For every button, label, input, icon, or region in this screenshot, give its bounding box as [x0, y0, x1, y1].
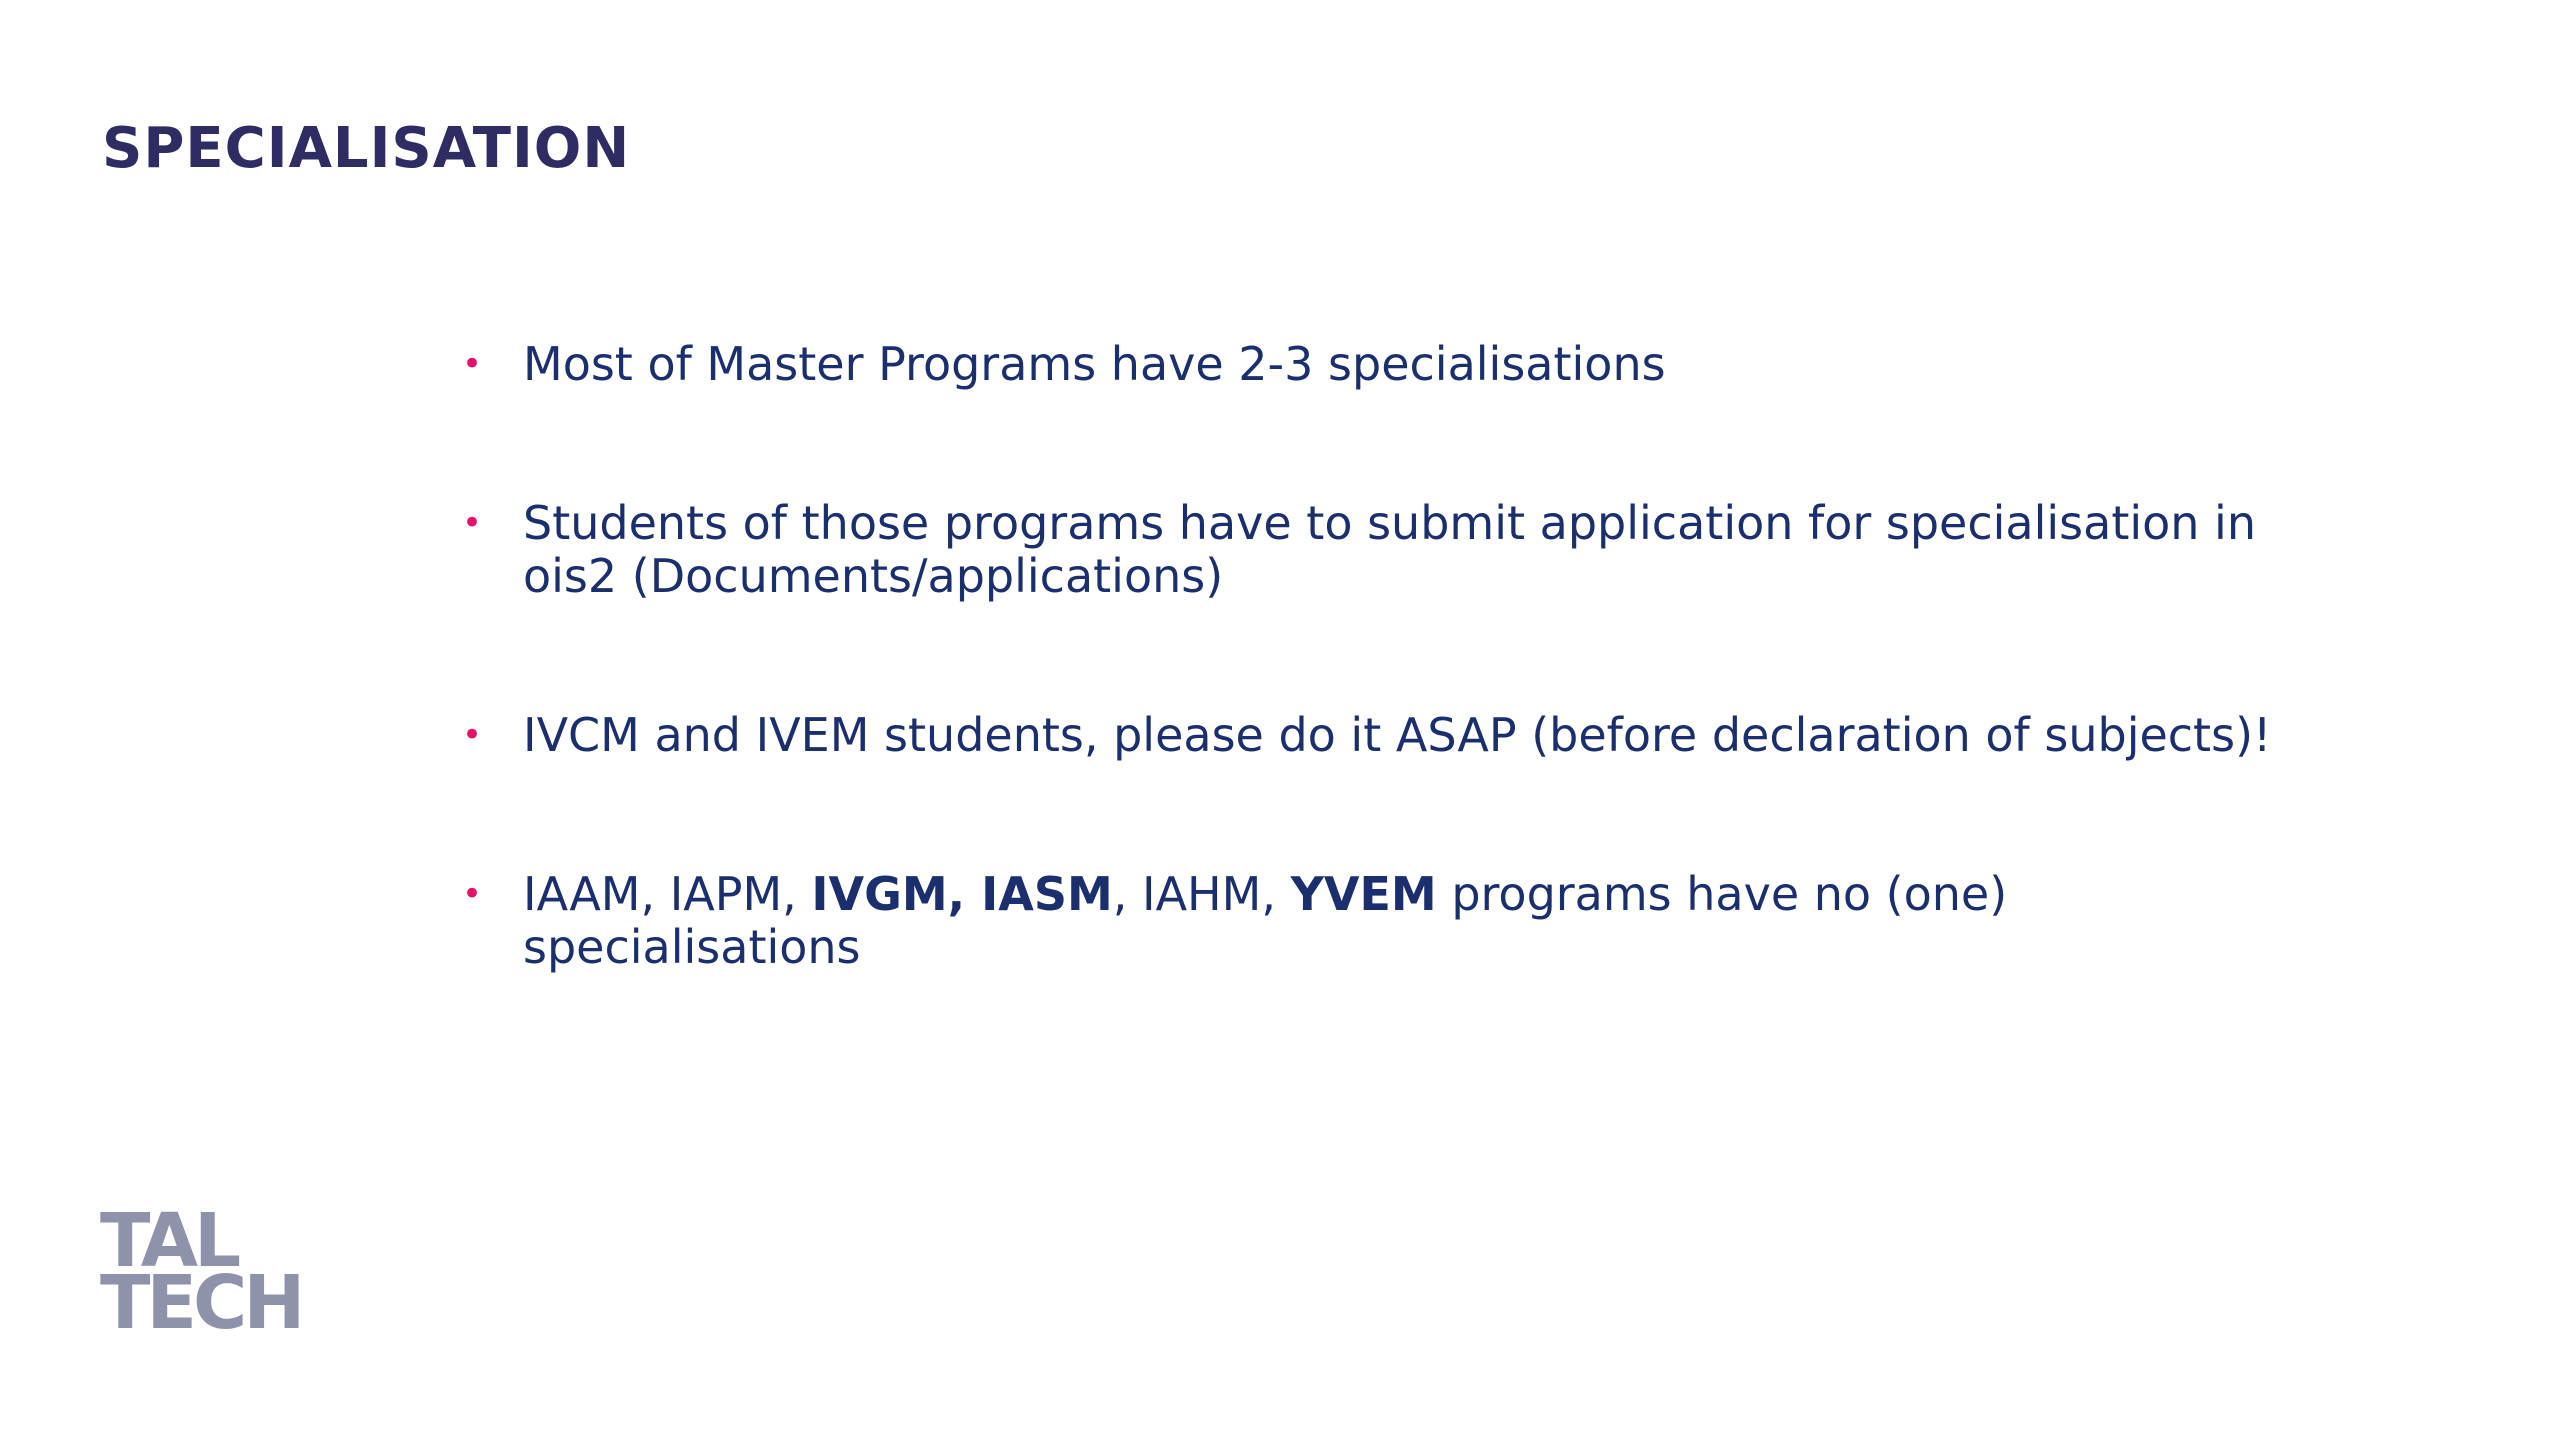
bullet-item-application: [458, 497, 2358, 603]
bullet-marker: •: [462, 874, 483, 914]
bullet-text: Students of those programs have to submit application for specialisation in ois2 (Documents/applications): [523, 496, 2256, 603]
bullet-list: [458, 338, 2358, 974]
bullet-item-asap-note: [458, 709, 2358, 762]
logo-line-tal: TAL: [100, 1198, 238, 1284]
bullet-text: IVCM and IVEM students, please do it ASAP (before declaration of subjects)!: [523, 708, 2272, 762]
bullet-text-part: IAAM, IAPM,: [523, 867, 812, 921]
bullet-marker: •: [462, 715, 483, 755]
bullet-text-bold-program: YVEM: [1290, 867, 1437, 921]
taltech-logo: [100, 1198, 302, 1346]
bullet-text-part: programs have no (one) specialisations: [523, 867, 2008, 974]
bullet-text: Most of Master Programs have 2-3 specialisations: [523, 337, 1666, 391]
bullet-marker: •: [462, 503, 483, 543]
slide-title: SPECIALISATION: [102, 116, 631, 181]
bullet-text-part: , IAHM,: [1112, 867, 1291, 921]
bullet-item-specialisation-count: [458, 338, 2358, 391]
bullet-marker: •: [462, 344, 483, 384]
bullet-text-bold-programs: IVGM, IASM: [811, 867, 1113, 921]
bullet-item-programs-without-specialisation: [458, 868, 2358, 974]
logo-line-tech: TECH: [100, 1260, 302, 1346]
